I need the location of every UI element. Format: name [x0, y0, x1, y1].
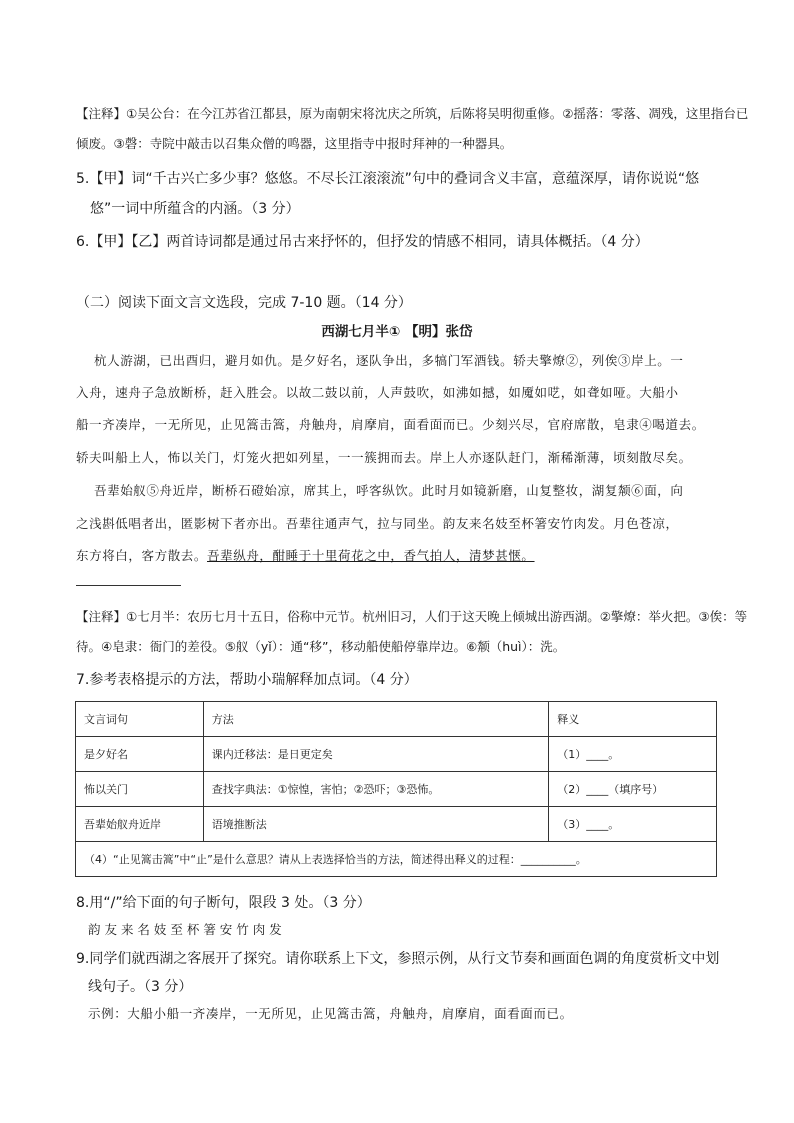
passage-line-5: 吾辈始舣⑤舟近岸，断桥石磴始凉，席其上，呼客纵饮。此时月如镜新磨，山复整妆，湖复颒⑥面，向: [94, 483, 684, 498]
method-table: [75, 701, 717, 877]
table-row: [76, 737, 717, 772]
table-header-cell: 方法: [203, 702, 548, 737]
question-9-line1: 9.同学们就西湖之客展开了探究。请你联系上下文，参照示例，从行文节奏和画面色调的角度赏析文中划: [76, 951, 720, 967]
table-cell-answer: （2）____（填序号）: [549, 772, 717, 807]
passage-line-1: 杭人游湖，已出酉归，避月如仇。是夕好名，逐队争出，多犒门军酒钱。轿夫擎燎②，列俟③岸上。一: [94, 353, 684, 368]
note2-line2: 待。④皂隶：衙门的差役。⑤舣（yǐ）：通“移”，移动船使船停靠岸边。⑥颒（huì）：洗。: [76, 639, 566, 654]
footnote-divider: [76, 585, 181, 586]
table-header-cell: 文言词句: [76, 702, 204, 737]
table-row: [76, 807, 717, 842]
table-cell-word: 怖以关门: [76, 772, 204, 807]
passage-line-7-plain: 东方将白，客方散去。: [76, 548, 208, 563]
question-9-example: 示例：大船小船一齐凑岸，一无所见，止见篙击篙，舟触舟，肩摩肩，面看面而已。: [88, 1006, 573, 1021]
underlined-sentence: 吾辈纵舟，酣睡于十里荷花之中，香气拍人，清梦甚惬。: [207, 548, 535, 563]
passage-line-4: 轿夫叫船上人，怖以关门，灯笼火把如列星，一一簇拥而去。岸上人亦逐队赶门，渐稀渐薄，顷刻散尽矣。: [76, 450, 692, 465]
question-9-line2: 线句子。（3 分）: [88, 979, 193, 995]
question-8: 8.用“/”给下面的句子断句，限段 3 处。（3 分）: [76, 895, 371, 911]
passage-line-6: 之浅斟低唱者出，匿影树下者亦出。吾辈往通声气，拉与同坐。韵友来名妓至杯箸安竹肉发。月色苍凉，: [76, 516, 679, 531]
passage-line-3: 船一齐凑岸，一无所见，止见篙击篙，舟触舟，肩摩肩，面看面而已。少刻兴尽，官府席散，皂隶④喝道去。: [76, 417, 705, 432]
table-row: [76, 772, 717, 807]
section-2-heading: （二）阅读下面文言文选段，完成 7-10 题。（14 分）: [76, 295, 412, 311]
table-cell-method: 课内迁移法：是日更定矣: [203, 737, 548, 772]
question-7: 7.参考表格提示的方法，帮助小瑞解释加点词。（4 分）: [76, 672, 418, 688]
table-header-row: [76, 702, 717, 737]
passage-title: 西湖七月半① 【明】张岱: [321, 324, 473, 340]
table-cell-method: 查找字典法：①惊惶，害怕；②恐吓；③恐怖。: [203, 772, 548, 807]
note1-line1: 【注释】①吴公台：在今江苏省江都县，原为南朝宋将沈庆之所筑，后陈将吴明彻重修。②摇落：零落、凋残，这里指台已: [76, 106, 749, 121]
note1-line2: 倾废。③磬：寺院中敲击以召集众僧的鸣器，这里指寺中报时拜神的一种器具。: [76, 136, 513, 151]
question-5-line2: 悠”一词中所蕴含的内涵。（3 分）: [90, 201, 300, 217]
table-cell-word: 吾辈始舣舟近岸: [76, 807, 204, 842]
table-cell-answer: （3）____。: [549, 807, 717, 842]
table-cell-word: 是夕好名: [76, 737, 204, 772]
question-8-sentence: 韵 友 来 名 妓 至 杯 箸 安 竹 肉 发: [88, 922, 282, 937]
note2-line1: 【注释】①七月半：农历七月十五日，俗称中元节。杭州旧习，人们于这天晚上倾城出游西湖。②擎燎：举火把。③俟：等: [76, 609, 748, 624]
question-5-line1: 5.【甲】词“千古兴亡多少事？悠悠。不尽长江滚滚流”句中的叠词含义丰富，意蕴深厚，请你说说“悠: [76, 171, 700, 187]
table-footer-cell: （4）“止见篙击篙”中“止”是什么意思？请从上表选择恰当的方法，简述得出释义的过程：__________。: [76, 842, 717, 877]
table-cell-method: 语境推断法: [203, 807, 548, 842]
table-cell-answer: （1）____。: [549, 737, 717, 772]
table-footer-row: [76, 842, 717, 877]
question-6: 6.【甲】【乙】两首诗词都是通过吊古来抒怀的，但抒发的情感不相同，请具体概括。（4 分）: [76, 234, 649, 250]
passage-line-7: [76, 546, 535, 564]
table-header-cell: 释义: [549, 702, 717, 737]
passage-line-2: 入舟，速舟子急放断桥，赶入胜会。以故二鼓以前，人声鼓吹，如沸如撼，如魇如呓，如聋如哑。大船小: [76, 385, 679, 400]
